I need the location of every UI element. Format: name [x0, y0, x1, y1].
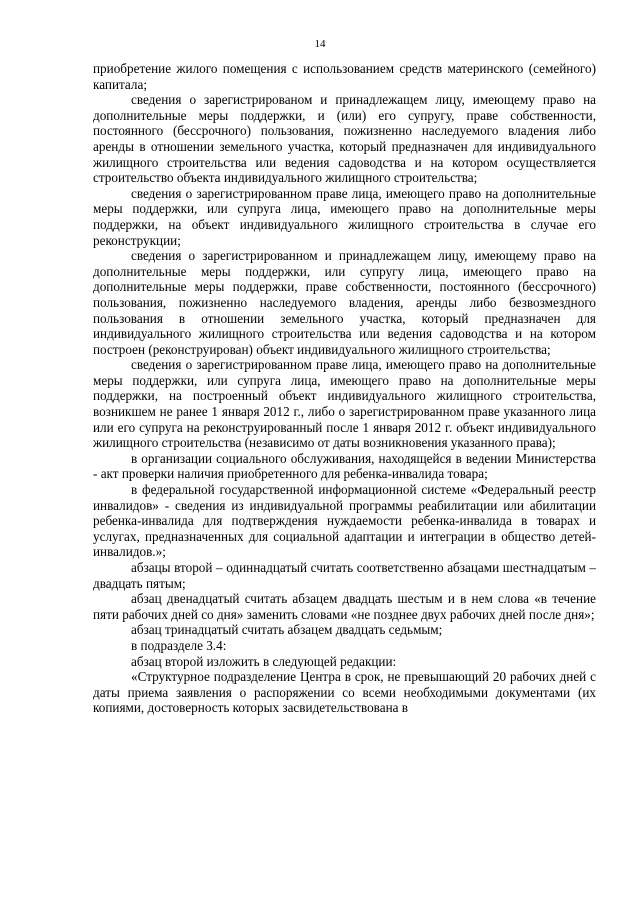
paragraph: сведения о зарегистрированном праве лица, имеющего право на дополнительные меры поддержки, или супруга лица, имеющего право на дополнительные меры поддержки, на объект индивидуального жилищного строительства в случае его реконструкции; — [93, 185, 596, 248]
paragraph: сведения о зарегистрированом и принадлежащем лицу, имеющему право на дополнительные меры поддержки, и (или) его супругу, праве собственности, постоянного (бессрочного) пользования, пожизненно наследуемого владения либо аренды в отношении земельного участка, который предназначен для индивидуального жилищного строительства или ведения садоводства и на котором осуществляется строительство объекта индивидуального жилищного строительства; — [93, 92, 596, 186]
paragraph: абзацы второй – одиннадцатый считать соответственно абзацами шестнадцатым – двадцать пятым; — [93, 560, 596, 591]
paragraph: в подразделе 3.4: — [131, 637, 227, 653]
paragraph: сведения о зарегистрированном праве лица, имеющего право на дополнительные меры поддержки, или супруга лица, имеющего право на дополнительные меры поддержки, на построенный объект индивидуального жилищного строительства, возникшем не ранее 1 января 2012 г., либо о зарегистрированном праве указанного лица или его супруга на реконструированный после 1 января 2012 г. объект индивидуального жилищного строительства (независимо от даты возникновения указанного права); — [93, 357, 596, 451]
page-number: 14 — [314, 38, 326, 50]
paragraph: в федеральной государственной информационной системе «Федеральный реестр инвалидов» - сведения из индивидуальной программы реабилитации или абилитации ребенка-инвалида для подтверждения нуждаемости ребенка-инвалида в товарах и услугах, предназначенных для социальной адаптации и интеграции в общество детей-инвалидов.»; — [93, 482, 596, 560]
paragraph: «Структурное подразделение Центра в срок, не превышающий 20 рабочих дней с даты приема заявления о распоряжении со всеми необходимыми документами (их копиями, достоверность которых засвидетельствована в — [93, 669, 596, 716]
paragraph: приобретение жилого помещения с использованием средств материнского (семейного) капитала; — [93, 61, 596, 92]
paragraph: абзац двенадцатый считать абзацем двадцать шестым и в нем слова «в течение пяти рабочих дней со дня» заменить словами «не позднее двух рабочих дней после дня»; — [93, 591, 596, 622]
paragraph: в организации социального обслуживания, находящейся в ведении Министерства - акт проверки наличия приобретенного для ребенка-инвалида товара; — [93, 450, 596, 482]
paragraph: сведения о зарегистрированном и принадлежащем лицу, имеющему право на дополнительные меры поддержки, или супругу лица, имеющего право на дополнительные меры поддержки, праве собственности, постоянного (бессрочного) пользования, пожизненно наследуемого владения, аренды либо безвозмездного пользования в отношении земельного участка, который предназначен для индивидуального жилищного строительства или ведения садоводства и на котором построен (реконструирован) объект индивидуального жилищного строительства; — [93, 248, 596, 357]
paragraph: абзац тринадцатый считать абзацем двадцать седьмым; — [131, 622, 443, 638]
paragraph: абзац второй изложить в следующей редакции: — [131, 653, 397, 669]
document-body — [93, 61, 596, 716]
